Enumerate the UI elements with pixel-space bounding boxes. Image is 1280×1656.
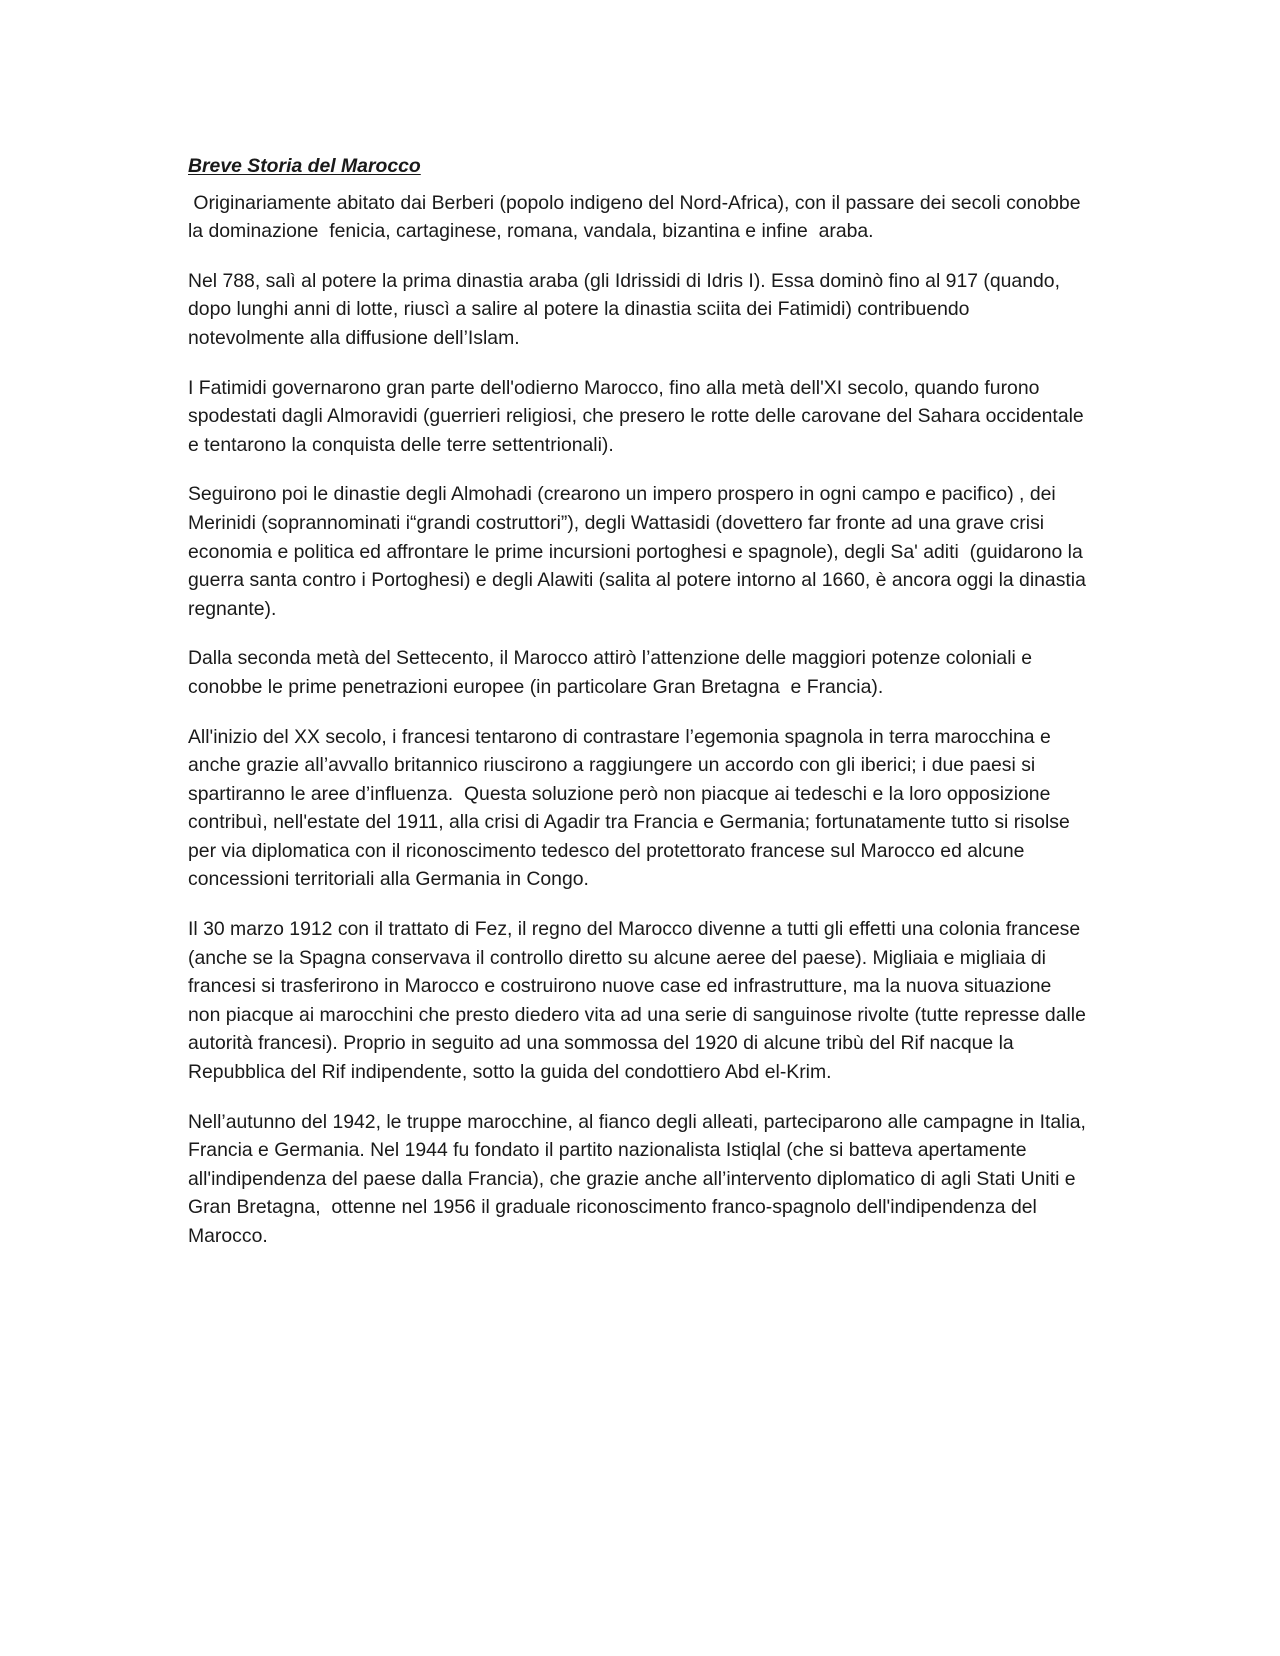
document-title: Breve Storia del Marocco (188, 155, 421, 177)
paragraph-trattato-fez: Il 30 marzo 1912 con il trattato di Fez, il regno del Marocco divenne a tutti gli effetti una colonia francese (anche se la Spagna conservava il controllo diretto su alcune aeree del paese). Migliaia e migliaia di francesi si trasferirono in Marocco e costruirono nuove case ed infrastrutture, ma la nuova situazione non piacque ai marocchini che presto diedero vita ad una serie di sanguinose rivolte (tutte represse dalle autorità francesi). Proprio in seguito ad una sommossa del 1920 di alcune tribù del Rif nacque la Repubblica del Rif indipendente, sotto la guida del condottiero Abd el-Krim. (188, 918, 1092, 1084)
paragraph-origins: Originariamente abitato dai Berberi (popolo indigeno del Nord-Africa), con il passare dei secoli conobbe la dominazione fenicia, cartaginese, romana, vandala, bizantina e infine araba. (188, 191, 1086, 243)
paragraph-xx-secolo: All'inizio del XX secolo, i francesi tentarono di contrastare l’egemonia spagnola in terra marocchina e anche grazie all’avvallo britannico riuscirono a raggiungere un accordo con gli iberici; i due paesi si spartiranno le aree d’influenza. Questa soluzione però non piacque ai tedeschi e la loro opposizione contribuì, nell'estate del 1911, alla crisi di Agadir tra Francia e Germania; fortunatamente tutto si risolse per via diplomatica con il riconoscimento tedesco del protettorato francese sul Marocco ed alcune concessioni territoriali alla Germania in Congo. (188, 725, 1076, 891)
paragraph-settecento: Dalla seconda metà del Settecento, il Marocco attirò l’attenzione delle maggiori potenze coloniali e conobbe le prime penetrazioni europee (in particolare Gran Bretagna e Francia). (188, 647, 1038, 698)
paragraph-indipendenza: Nell’autunno del 1942, le truppe marocchine, al fianco degli alleati, parteciparono alle campagne in Italia, Francia e Germania. Nel 1944 fu fondato il partito nazionalista Istiqlal (che si batteva apertamente all'indipendenza del paese dalla Francia), che grazie anche all’intervento diplomatico di agli Stati Uniti e Gran Bretagna, ottenne nel 1956 il graduale riconoscimento franco-spagnolo dell'indipendenza del Marocco. (188, 1110, 1092, 1247)
paragraph-idrissidi: Nel 788, salì al potere la prima dinastia araba (gli Idrissidi di Idris I). Essa dominò fino al 917 (quando, dopo lunghi anni di lotte, riuscì a salire al potere la dinastia sciita dei Fatimidi) contribuendo notevolmente alla diffusione dell’Islam. (188, 269, 1066, 349)
paragraph-dinastie: Seguirono poi le dinastie degli Almohadi (crearono un impero prospero in ogni campo e pacifico) , dei Merinidi (soprannominati i“grandi costruttori”), degli Wattasidi (dovettero far fronte ad una grave crisi economia e politica ed affrontare le prime incursioni portoghesi e spagnole), degli Sa' aditi (guidarono la guerra santa contro i Portoghesi) e degli Alawiti (salita al potere intorno al 1660, è ancora oggi la dinastia regnante). (188, 483, 1092, 620)
document-body (188, 152, 1092, 1272)
paragraph-fatimidi: I Fatimidi governarono gran parte dell'odierno Marocco, fino alla metà dell'XI secolo, quando furono spodestati dagli Almoravidi (guerrieri religiosi, che presero le rotte delle carovane del Sahara occidentale e tentarono la conquista delle terre settentrionali). (188, 376, 1090, 456)
